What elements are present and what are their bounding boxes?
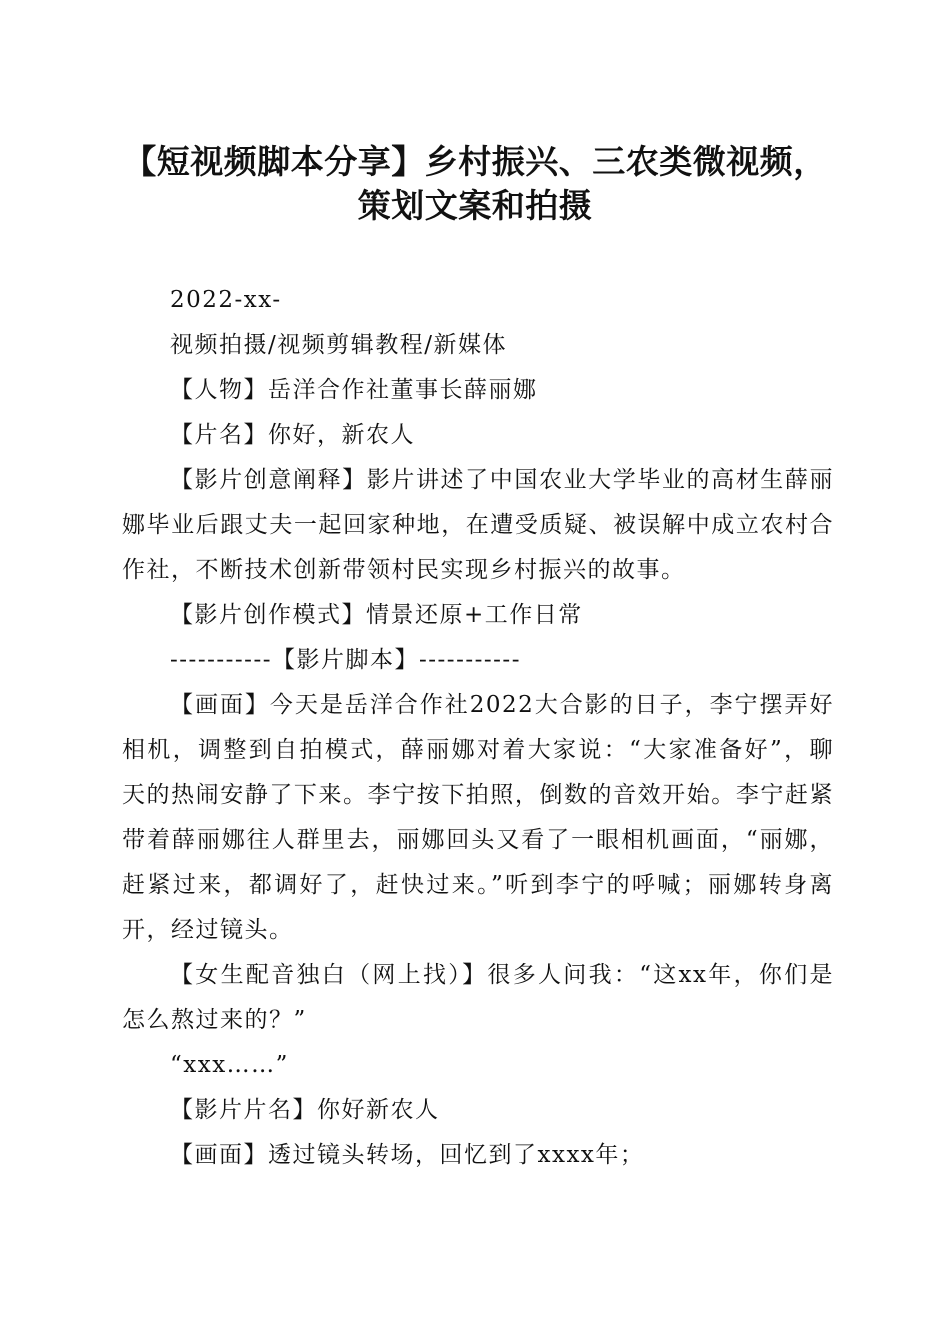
person-line: 【人物】岳洋合作社董事长薛丽娜: [170, 377, 538, 403]
date-line: 2022-xx-: [170, 287, 282, 313]
category-line: 视频拍摄/视频剪辑教程/新媒体: [170, 332, 507, 358]
film-name-line: 【影片片名】你好新农人: [170, 1097, 440, 1123]
scene-paragraph: 【画面】今天是岳洋合作社2022大合影的日子，李宁摆弄好相机，调整到自拍模式，薛丽娜对着大家说：“大家准备好”，聊天的热闹安静了下来。李宁按下拍照，倒数的音效开始。李宁赶紧带着薛丽娜往人群里去，丽娜回头又看了一眼相机画面，“丽娜，赶紧过来，都调好了，赶快过来。”听到李宁的呼喊；丽娜转身离开，经过镜头。: [122, 692, 834, 943]
document-title-line-2: 策划文案和拍摄: [357, 186, 593, 225]
concept-paragraph: 【影片创意阐释】影片讲述了中国农业大学毕业的高材生薛丽娜毕业后跟丈夫一起回家种地，在遭受质疑、被误解中成立农村合作社，不断技术创新带领村民实现乡村振兴的故事。: [122, 467, 834, 583]
mode-line: 【影片创作模式】情景还原+工作日常: [170, 602, 583, 628]
film-title-line: 【片名】你好，新农人: [170, 422, 415, 448]
document-body: [122, 278, 834, 1178]
voiceover-paragraph: 【女生配音独白（网上找）】很多人问我：“这xx年，你们是怎么熬过来的？”: [122, 962, 834, 1033]
quote-line: “xxx……”: [170, 1052, 289, 1078]
transition-line: 【画面】透过镜头转场，回忆到了xxxx年；: [170, 1142, 645, 1168]
document-title-line-1: 【短视频脚本分享】乡村振兴、三农类微视频，: [123, 142, 827, 181]
script-divider: -----------【影片脚本】-----------: [170, 647, 521, 673]
